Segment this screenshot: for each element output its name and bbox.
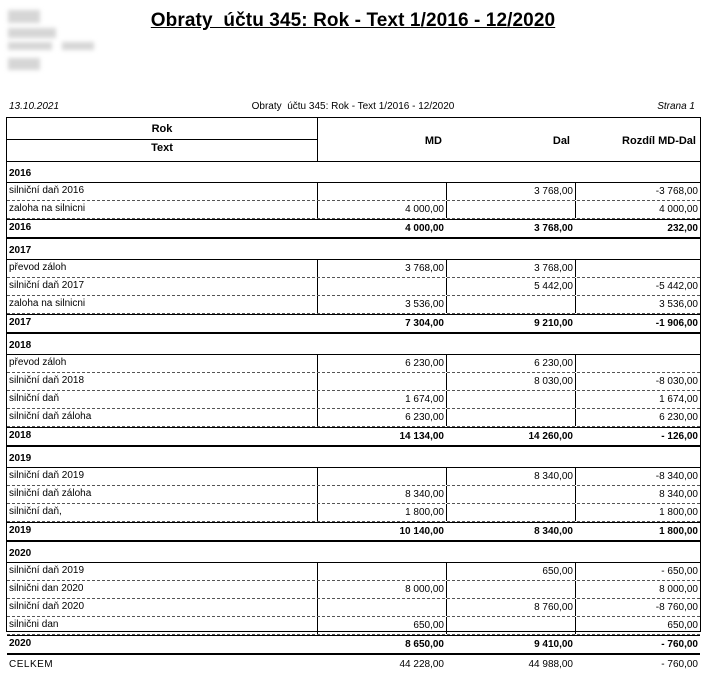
row-text: silniční daň 2019 [9, 470, 85, 481]
row-dal [446, 581, 575, 598]
row-md: 8 000,00 [317, 581, 446, 598]
table-row [7, 278, 700, 296]
group-header-row [7, 165, 700, 183]
report-date: 13.10.2021 [9, 101, 60, 112]
row-diff: 3 536,00 [575, 296, 700, 313]
sum-diff: - 760,00 [661, 639, 698, 650]
redacted-company-block [62, 42, 94, 50]
row-diff: 4 000,00 [575, 201, 700, 218]
sum-md: 7 304,00 [405, 318, 444, 329]
row-diff: -3 768,00 [575, 183, 700, 200]
row-md: 4 000,00 [317, 201, 446, 218]
header-dal: Dal [552, 135, 570, 147]
group-sum-row [7, 219, 700, 239]
total-label: CELKEM [9, 659, 54, 670]
table-row [7, 391, 700, 409]
row-diff: 1 674,00 [575, 391, 700, 408]
row-diff: 6 230,00 [575, 409, 700, 426]
row-dal [446, 391, 575, 408]
group-year: 2016 [9, 168, 32, 179]
group-header-row [7, 450, 700, 468]
table-row [7, 581, 700, 599]
row-md: 3 536,00 [317, 296, 446, 313]
table-row [7, 201, 700, 219]
row-md [317, 468, 446, 485]
row-dal [446, 617, 575, 634]
sum-md: 10 140,00 [399, 526, 444, 537]
row-md: 1 674,00 [317, 391, 446, 408]
sum-dal: 14 260,00 [528, 431, 573, 442]
row-text: převod záloh [9, 357, 67, 368]
row-diff: 8 000,00 [575, 581, 700, 598]
table-row [7, 409, 700, 427]
row-dal [446, 296, 575, 313]
row-dal: 5 442,00 [446, 278, 575, 295]
row-md [317, 373, 446, 390]
row-text: silniční daň 2020 [9, 601, 85, 612]
table-row [7, 260, 700, 278]
sum-diff: 1 800,00 [659, 526, 698, 537]
sum-diff: - 126,00 [661, 431, 698, 442]
sum-label: 2020 [9, 638, 32, 649]
total-md: 44 228,00 [399, 659, 444, 670]
sum-label: 2017 [9, 317, 32, 328]
table-row [7, 599, 700, 617]
sum-md: 8 650,00 [405, 639, 444, 650]
row-diff [575, 260, 700, 277]
sum-diff: 232,00 [667, 223, 698, 234]
table-row [7, 355, 700, 373]
table-row [7, 183, 700, 201]
redacted-company-block [8, 42, 52, 50]
row-dal: 8 340,00 [446, 468, 575, 485]
report-subtitle: Obraty účtu 345: Rok - Text 1/2016 - 12/2020 [251, 101, 455, 112]
row-text: silnični dan [9, 619, 59, 630]
page-number: Strana 1 [657, 101, 695, 112]
row-text: silniční daň 2018 [9, 375, 85, 386]
grand-total-row [7, 655, 700, 675]
row-diff: -8 340,00 [575, 468, 700, 485]
row-diff: 650,00 [575, 617, 700, 634]
sum-dal: 9 410,00 [534, 639, 573, 650]
row-md: 3 768,00 [317, 260, 446, 277]
report-table [6, 117, 701, 670]
row-md [317, 563, 446, 580]
report-title: Obraty účtu 345: Rok - Text 1/2016 - 12/2020 [150, 10, 556, 31]
row-md [317, 183, 446, 200]
row-dal [446, 486, 575, 503]
header-md: MD [424, 135, 442, 147]
row-text: zaloha na silnicni [9, 203, 86, 214]
row-diff: - 650,00 [575, 563, 700, 580]
row-dal: 8 030,00 [446, 373, 575, 390]
row-diff: 8 340,00 [575, 486, 700, 503]
redacted-company-block [8, 58, 40, 70]
row-md [317, 278, 446, 295]
group-header-row [7, 242, 700, 260]
row-text: silniční daň, [9, 506, 62, 517]
sum-dal: 3 768,00 [534, 223, 573, 234]
header-diff: Rozdíl MD-Dal [622, 135, 696, 147]
group-year: 2020 [9, 548, 32, 559]
table-row [7, 617, 700, 635]
table-row [7, 563, 700, 581]
row-text: silniční daň záloha [9, 411, 92, 422]
group-year: 2017 [9, 245, 32, 256]
table-row [7, 296, 700, 314]
table-body [7, 162, 700, 675]
header-year-text-column [7, 118, 318, 161]
row-text: převod záloh [9, 262, 67, 273]
group-year: 2018 [9, 340, 32, 351]
total-dal: 44 988,00 [528, 659, 573, 670]
sum-md: 4 000,00 [405, 223, 444, 234]
row-dal [446, 201, 575, 218]
row-md: 1 800,00 [317, 504, 446, 521]
table-row [7, 373, 700, 391]
group-sum-row [7, 427, 700, 447]
group-sum-row [7, 314, 700, 334]
row-dal [446, 409, 575, 426]
row-diff: -8 760,00 [575, 599, 700, 616]
row-dal: 6 230,00 [446, 355, 575, 372]
row-md: 8 340,00 [317, 486, 446, 503]
row-md [317, 599, 446, 616]
sum-label: 2016 [9, 222, 32, 233]
row-text: silniční daň [9, 393, 60, 404]
row-text: silniční daň 2016 [9, 185, 85, 196]
group-sum-row [7, 522, 700, 542]
sum-dal: 9 210,00 [534, 318, 573, 329]
row-text: silniční daň záloha [9, 488, 92, 499]
row-diff [575, 355, 700, 372]
group-sum-row [7, 635, 700, 655]
total-diff: - 760,00 [661, 659, 698, 670]
row-md: 6 230,00 [317, 355, 446, 372]
table-row [7, 468, 700, 486]
row-text: silniční daň 2019 [9, 565, 85, 576]
row-dal [446, 504, 575, 521]
sum-label: 2019 [9, 525, 32, 536]
row-md: 6 230,00 [317, 409, 446, 426]
row-text: zaloha na silnicni [9, 298, 86, 309]
row-dal: 650,00 [446, 563, 575, 580]
sum-diff: -1 906,00 [655, 318, 698, 329]
header-rok: Rok [151, 123, 173, 135]
row-diff: -5 442,00 [575, 278, 700, 295]
row-text: silnični dan 2020 [9, 583, 84, 594]
row-dal: 3 768,00 [446, 183, 575, 200]
row-dal: 8 760,00 [446, 599, 575, 616]
sum-md: 14 134,00 [399, 431, 444, 442]
group-year: 2019 [9, 453, 32, 464]
row-dal: 3 768,00 [446, 260, 575, 277]
header-text: Text [151, 142, 173, 154]
row-text: silniční daň 2017 [9, 280, 85, 291]
table-header [7, 118, 700, 162]
sum-label: 2018 [9, 430, 32, 441]
group-header-row [7, 545, 700, 563]
table-row [7, 486, 700, 504]
sum-dal: 8 340,00 [534, 526, 573, 537]
group-header-row [7, 337, 700, 355]
row-diff: -8 030,00 [575, 373, 700, 390]
table-row [7, 504, 700, 522]
row-diff: 1 800,00 [575, 504, 700, 521]
row-md: 650,00 [317, 617, 446, 634]
